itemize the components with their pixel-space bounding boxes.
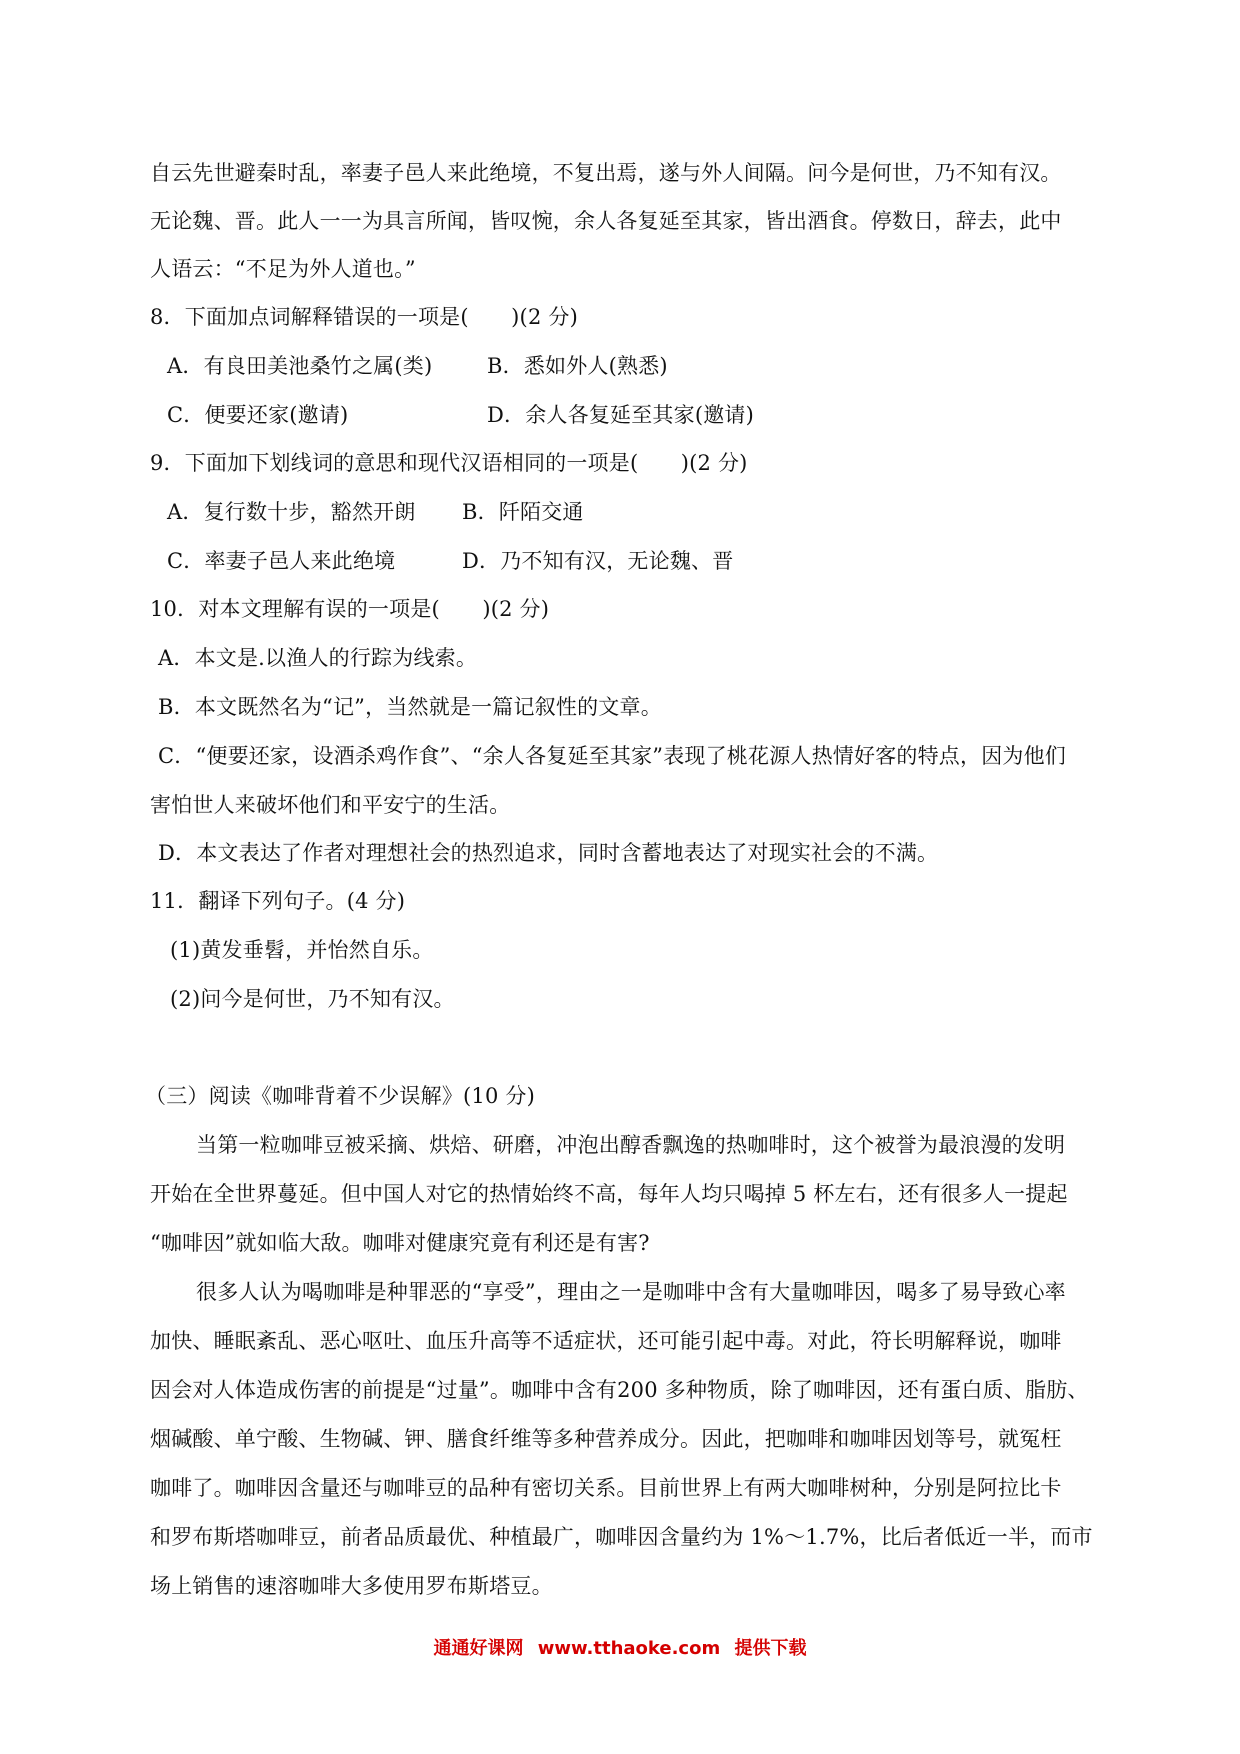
section-3-paragraph-line: 咖啡了。咖啡因含量还与咖啡豆的品种有密切关系。目前世界上有两大咖啡树种，分别是阿拉比卡 (150, 1476, 1062, 1500)
question-8-stem: 8．下面加点词解释错误的一项是( )(2 分) (150, 305, 578, 329)
question-8-option-d: D．余人各复延至其家(邀请) (487, 403, 755, 427)
question-11-sentence-1: (1)黄发垂髫，并怡然自乐。 (170, 938, 434, 962)
section-3-paragraph-line: 场上销售的速溶咖啡大多使用罗布斯塔豆。 (150, 1574, 553, 1598)
question-10-option-c: C．“便要还家，设酒杀鸡作食”、“余人各复延至其家”表现了桃花源人热情好客的特点，因为他们 (158, 744, 1067, 768)
question-10-option-a: A．本文是.以渔人的行踪为线索。 (158, 646, 478, 670)
footer-suffix: 提供下载 (734, 1638, 807, 1659)
section-3-paragraph-line: 当第一粒咖啡豆被采摘、烘焙、研磨，冲泡出醇香飘逸的热咖啡时，这个被誉为最浪漫的发明 (196, 1133, 1066, 1157)
section-3-heading: （三）阅读《咖啡背着不少误解》(10 分) (145, 1084, 535, 1108)
passage-line: 人语云：“不足为外人道也。” (150, 257, 416, 281)
page-footer (0, 1634, 1240, 1660)
question-8-option-b: B．悉如外人(熟悉) (487, 354, 668, 378)
question-10-option-b: B．本文既然名为“记”，当然就是一篇记叙性的文章。 (158, 695, 662, 719)
section-3-paragraph-line: 很多人认为喝咖啡是种罪恶的“享受”，理由之一是咖啡中含有大量咖啡因，喝多了易导致心率 (196, 1280, 1066, 1304)
question-9-option-b: B．阡陌交通 (462, 500, 584, 524)
question-11-stem: 11．翻译下列句子。(4 分) (150, 889, 406, 913)
question-9-stem: 9．下面加下划线词的意思和现代汉语相同的一项是( )(2 分) (150, 451, 748, 475)
question-8-option-a: A．有良田美池桑竹之属(类) (167, 354, 433, 378)
footer-url-link[interactable]: www.tthaoke.com (537, 1638, 721, 1659)
question-9-option-c: C．率妻子邑人来此绝境 (167, 549, 396, 573)
passage-line: 无论魏、晋。此人一一为具言所闻，皆叹惋，余人各复延至其家，皆出酒食。停数日，辞去，此中 (150, 209, 1062, 233)
section-3-paragraph-line: 开始在全世界蔓延。但中国人对它的热情始终不高，每年人均只喝掉 5 杯左右，还有很多人一提起 (150, 1182, 1068, 1206)
question-9-option-a: A．复行数十步，豁然开朗 (167, 500, 416, 524)
question-10-stem: 10．对本文理解有误的一项是( )(2 分) (150, 597, 550, 621)
question-10-option-d: D．本文表达了作者对理想社会的热烈追求，同时含蓄地表达了对现实社会的不满。 (158, 841, 939, 865)
question-10-option-c-cont: 害怕世人来破坏他们和平安宁的生活。 (150, 793, 511, 817)
section-3-paragraph-line: 和罗布斯塔咖啡豆，前者品质最优、种植最广，咖啡因含量约为 1%～1.7%，比后者低近一半，而市 (150, 1525, 1093, 1549)
question-8-option-c: C．便要还家(邀请) (167, 403, 349, 427)
section-3-paragraph-line: 加快、睡眠紊乱、恶心呕吐、血压升高等不适症状，还可能引起中毒。对此，符长明解释说，咖啡 (150, 1329, 1062, 1353)
question-11-sentence-2: (2)问今是何世，乃不知有汉。 (170, 987, 455, 1011)
section-3-paragraph-line: “咖啡因”就如临大敌。咖啡对健康究竟有利还是有害? (150, 1231, 650, 1255)
section-3-paragraph-line: 因会对人体造成伤害的前提是“过量”。咖啡中含有200 多种物质，除了咖啡因，还有蛋白质、脂肪、 (150, 1378, 1089, 1402)
footer-site-name: 通通好课网 (433, 1638, 524, 1659)
section-3-paragraph-line: 烟碱酸、单宁酸、生物碱、钾、膳食纤维等多种营养成分。因此，把咖啡和咖啡因划等号，就冤枉 (150, 1427, 1062, 1451)
passage-line: 自云先世避秦时乱，率妻子邑人来此绝境，不复出焉，遂与外人间隔。问今是何世，乃不知有汉。 (150, 161, 1062, 185)
question-9-option-d: D．乃不知有汉，无论魏、晋 (462, 549, 734, 573)
